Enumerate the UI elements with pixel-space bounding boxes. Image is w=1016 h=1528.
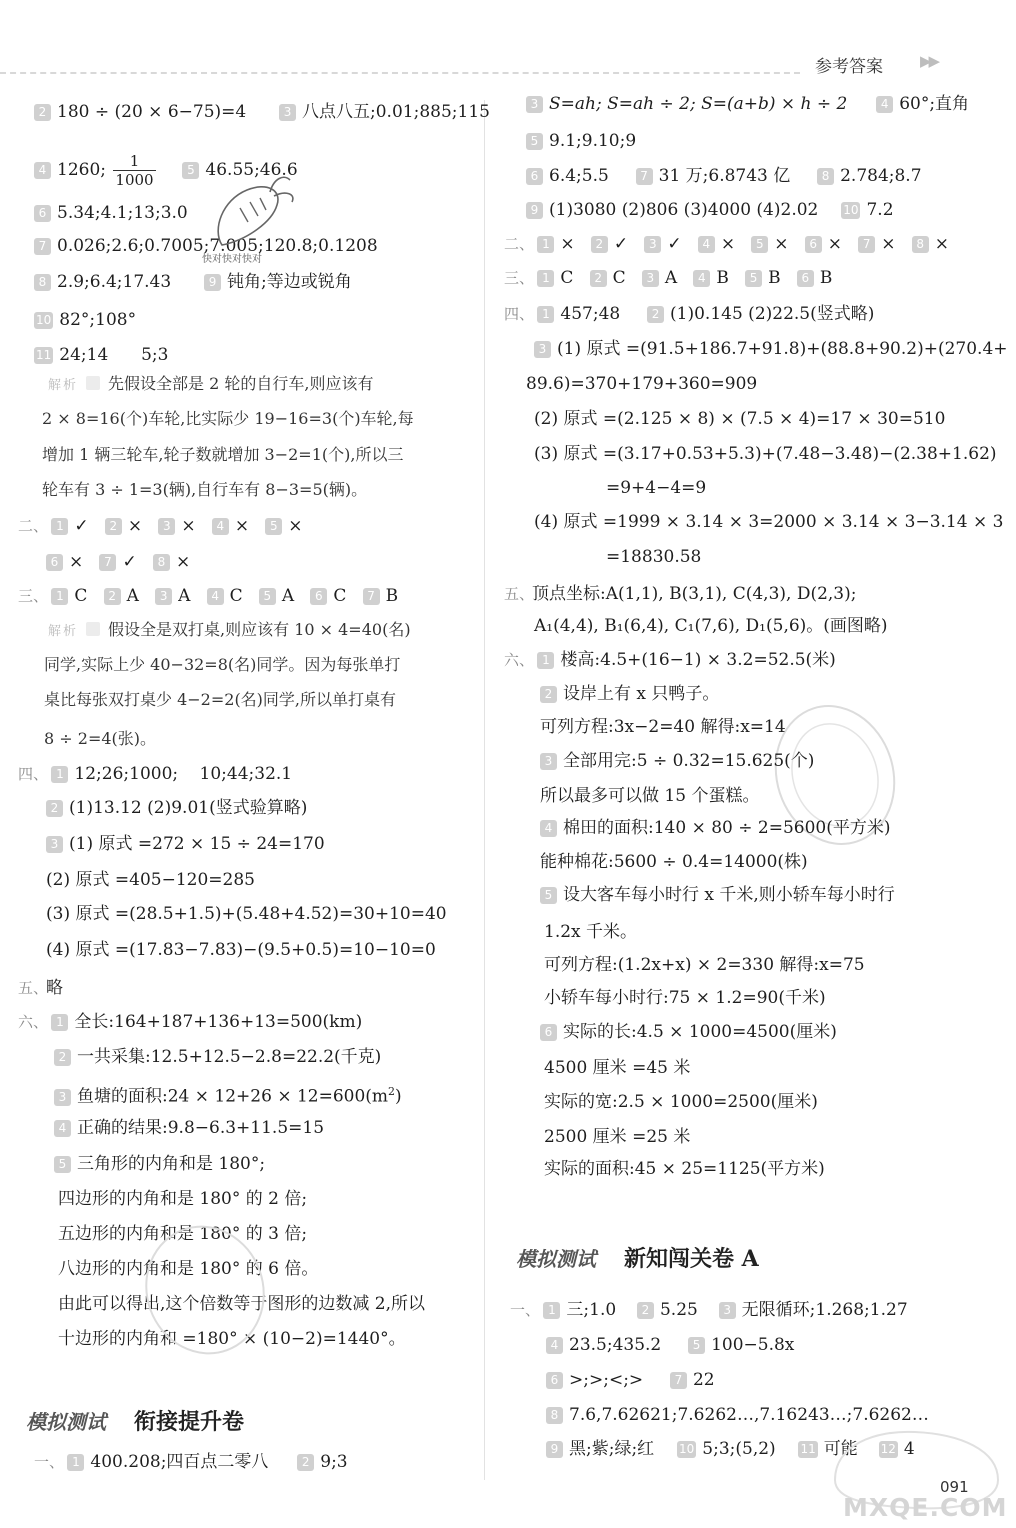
answer-text: 7.2 — [866, 200, 894, 220]
item-number: 3 — [155, 588, 172, 605]
answer-line — [46, 796, 307, 820]
watermark-text: MXQE.COM — [843, 1493, 1008, 1522]
answer-line — [526, 92, 969, 116]
item-number: 4 — [540, 820, 557, 837]
item-number: 1 — [537, 236, 554, 253]
answer-text: 设岸上有 x 只鸭子。 — [563, 684, 720, 704]
item-number: 2 — [54, 1049, 71, 1066]
answer-text: (1)3080 (2)806 (3)4000 (4)2.02 — [549, 200, 819, 220]
answer-text: 实际的面积:45 × 25=1125(平方米) — [544, 1159, 825, 1179]
answer-mark: ✓ — [667, 234, 682, 254]
answer-text: 可能 — [823, 1439, 858, 1459]
fraction — [113, 152, 155, 189]
item-number: 8 — [153, 554, 170, 571]
answer-choice: C — [612, 268, 626, 288]
answer-line — [526, 198, 894, 222]
item-number: 2 — [591, 236, 608, 253]
answer-text: 所以最多可以做 15 个蛋糕。 — [540, 786, 760, 806]
answer-text: 楼高:4.5+(16−1) × 3.2=52.5(米) — [560, 650, 836, 670]
section-six — [18, 1010, 362, 1034]
answer-mark: × — [881, 234, 896, 254]
answer-line — [540, 816, 891, 840]
header-rule — [0, 72, 800, 74]
item-number: 7 — [670, 1372, 687, 1389]
answer-mark: ✓ — [122, 552, 137, 572]
answer-text: 180 ÷ (20 × 6−75)=4 — [57, 102, 247, 122]
section-label: 四、 — [18, 765, 49, 783]
watermark-stamp-icon — [140, 1220, 270, 1360]
section-label: 四、 — [504, 305, 535, 323]
answer-line — [54, 1116, 324, 1140]
answer-text: 正确的结果:9.8−6.3+11.5=15 — [77, 1118, 325, 1138]
answer-text: 4500 厘米 =45 米 — [544, 1058, 691, 1078]
explanation-text: 桌比每张双打桌少 4−2=2(名)同学,所以单打桌有 — [44, 690, 397, 709]
answer-text: 1260; — [57, 160, 106, 180]
section-one — [34, 1450, 348, 1474]
item-number: 6 — [34, 205, 51, 222]
answer-choice: C — [229, 586, 243, 606]
section-two — [18, 514, 303, 538]
item-number: 2 — [104, 588, 121, 605]
item-number: 4 — [546, 1337, 563, 1354]
section-four — [18, 762, 292, 786]
answer-text: 由此可以得出,这个倍数等于图形的边数减 2,所以 — [58, 1294, 426, 1314]
item-number: 1 — [51, 1014, 68, 1031]
item-number: 10 — [679, 1442, 695, 1456]
item-number: 4 — [34, 162, 51, 179]
answer-text: (3) 原式 =(28.5+1.5)+(5.48+4.52)=30+10=40 — [46, 904, 447, 924]
item-number: 4 — [876, 96, 893, 113]
answer-text: 钝角;等边或锐角 — [227, 272, 352, 292]
item-number: 12 — [880, 1442, 896, 1456]
test-heading — [516, 1242, 759, 1273]
answer-text: 2500 厘米 =25 米 — [544, 1127, 691, 1147]
item-number: 6 — [310, 588, 327, 605]
answer-line — [546, 1368, 715, 1392]
answer-text: =9+4−4=9 — [606, 478, 707, 498]
explanation-line — [48, 372, 373, 398]
answer-line — [546, 1333, 794, 1357]
section-label: 三、 — [18, 587, 49, 605]
explanation-text: 先假设全部是 2 轮的自行车,则应该有 — [108, 374, 374, 393]
test-label: 模拟测试 — [26, 1410, 106, 1434]
item-number: 3 — [642, 270, 659, 287]
answer-text: 0.026;2.6;0.7005;7.005;120.8;0.1208 — [57, 236, 378, 256]
answer-text: 小轿车每小时行:75 × 1.2=90(千米) — [544, 988, 826, 1008]
item-number: 2 — [647, 306, 664, 323]
answer-text: 9.1;9.10;9 — [549, 131, 637, 151]
answer-text: 457;48 — [560, 304, 621, 324]
item-number: 4 — [693, 270, 710, 287]
answer-text: 5;3 — [141, 345, 169, 365]
answer-text: 八点八五;0.01;885;115 — [302, 102, 490, 122]
answer-text: (2) 原式 =(2.125 × 8) × (7.5 × 4)=17 × 30=510 — [534, 409, 946, 429]
answer-text: 400.208;四百点二零八 — [90, 1452, 269, 1472]
section-three — [504, 266, 832, 290]
item-number: 1 — [51, 588, 68, 605]
section-five — [18, 976, 63, 1000]
item-number: 3 — [526, 96, 543, 113]
fraction-numerator: 1 — [113, 152, 155, 171]
explanation-text: 增加 1 辆三轮车,轮子数就增加 3−2=1(个),所以三 — [42, 445, 404, 464]
answer-line — [34, 201, 188, 225]
explanation-label: 解析 — [48, 624, 79, 639]
answer-text: 31 万;6.8743 亿 — [658, 166, 791, 186]
item-number: 6 — [805, 236, 822, 253]
item-number: 9 — [526, 202, 543, 219]
item-number: 7 — [99, 554, 116, 571]
answer-text: 46.55;46.6 — [205, 160, 298, 180]
answer-mark: × — [720, 234, 736, 254]
answer-line — [54, 1152, 265, 1176]
item-number: 5 — [182, 162, 199, 179]
answer-text: 黑;紫;绿;红 — [569, 1439, 655, 1459]
answer-text: 实际的长:4.5 × 1000=4500(厘米) — [563, 1022, 837, 1042]
answer-mark: × — [827, 234, 842, 254]
test-label: 模拟测试 — [516, 1247, 596, 1271]
answer-line — [34, 308, 136, 332]
item-number: 5 — [540, 887, 557, 904]
item-number: 6 — [46, 554, 63, 571]
answer-text: 一共采集:12.5+12.5−2.8=22.2(千克) — [77, 1047, 382, 1067]
answer-text: 1.2x 千米。 — [544, 922, 638, 942]
item-number: 2 — [34, 104, 51, 121]
answer-text: (1) 原式 =(91.5+186.7+91.8)+(88.8+90.2)+(270.4+ — [557, 339, 1008, 359]
item-number: 3 — [534, 341, 551, 358]
item-number: 7 — [363, 588, 380, 605]
answer-text: 十边形的内角和 =180° × (10−2)=1440°。 — [58, 1329, 406, 1349]
superscript: 2 — [388, 1085, 396, 1098]
answer-text: 设大客车每小时行 x 千米,则小轿车每小时行 — [563, 885, 895, 905]
item-number: 3 — [46, 836, 63, 853]
answer-text: 三;1.0 — [566, 1300, 617, 1320]
item-number: 9 — [546, 1441, 563, 1458]
item-number: 3 — [158, 518, 175, 535]
item-number: 11 — [800, 1442, 816, 1456]
answer-text: ) — [395, 1086, 402, 1107]
answer-text: 实际的宽:2.5 × 1000=2500(厘米) — [544, 1092, 818, 1112]
item-number: 7 — [34, 238, 51, 255]
test-heading — [26, 1405, 244, 1436]
section-one — [510, 1298, 908, 1322]
answer-text: 10;44;32.1 — [199, 764, 293, 784]
explanation-text: 同学,实际上少 40−32=8(名)同学。因为每张单打 — [44, 655, 401, 674]
section-label: 六、 — [504, 651, 535, 669]
item-number: 3 — [719, 1302, 736, 1319]
answer-text: 2.9;6.4;17.43 — [57, 272, 172, 292]
item-number: 5 — [526, 133, 543, 150]
item-number: 6 — [526, 168, 543, 185]
section-label: 二、 — [504, 235, 535, 253]
item-number: 6 — [546, 1372, 563, 1389]
page-number: 091 — [940, 1478, 969, 1496]
item-number: 3 — [279, 104, 296, 121]
answer-line — [526, 164, 922, 188]
answer-text: S=ah; S=ah ÷ 2; S=(a+b) × h ÷ 2 — [549, 94, 848, 114]
explanation-label: 解析 — [48, 378, 79, 393]
section-four — [504, 302, 874, 326]
item-number: 6 — [540, 1024, 557, 1041]
answer-text: 略 — [46, 978, 63, 998]
item-number: 6 — [797, 270, 814, 287]
answer-text: (3) 原式 =(3.17+0.53+5.3)+(7.48−3.48)−(2.38+1.62) — [534, 444, 997, 464]
answer-text: (1)13.12 (2)9.01(竖式验算略) — [69, 798, 308, 818]
answer-text: 2.784;8.7 — [840, 166, 922, 186]
answer-text: 三角形的内角和是 180°; — [77, 1154, 266, 1174]
item-number: 2 — [590, 270, 607, 287]
answer-line — [526, 129, 636, 153]
item-number: 8 — [546, 1407, 563, 1424]
answer-mark: × — [934, 234, 949, 254]
answer-line — [34, 270, 352, 294]
answer-mark: × — [288, 516, 303, 536]
answer-text: (1)0.145 (2)22.5(竖式略) — [670, 304, 875, 324]
answer-text: 能种棉花:5600 ÷ 0.4=14000(株) — [540, 852, 808, 872]
answer-text: A₁(4,4), B₁(6,4), C₁(7,6), D₁(5,6)。(画图略) — [534, 616, 888, 636]
item-number: 4 — [698, 236, 715, 253]
item-number: 2 — [637, 1302, 654, 1319]
item-number: 2 — [46, 800, 63, 817]
item-number: 3 — [644, 236, 661, 253]
answer-text: 82°;108° — [59, 310, 137, 330]
answer-mark: × — [69, 552, 84, 572]
item-number: 10 — [36, 313, 52, 327]
item-number: 1 — [67, 1454, 84, 1471]
answer-text: 五边形的内角和是 180° 的 3 倍; — [58, 1224, 308, 1244]
answer-choice: A — [664, 268, 678, 288]
column-divider — [484, 100, 485, 1480]
answer-mark: × — [774, 234, 789, 254]
answer-mark: × — [181, 516, 196, 536]
answer-text: 四边形的内角和是 180° 的 2 倍; — [58, 1189, 308, 1209]
answer-text: 鱼塘的面积:24 × 12+26 × 12=600(m — [77, 1086, 389, 1107]
answer-line — [540, 682, 719, 706]
section-three — [18, 584, 398, 608]
section-label: 一、 — [510, 1301, 541, 1319]
item-number: 1 — [537, 306, 554, 323]
section-two-row2 — [46, 550, 190, 574]
item-number: 7 — [636, 168, 653, 185]
item-number: 3 — [540, 753, 557, 770]
item-number: 1 — [537, 270, 554, 287]
answer-text: 无限循环;1.268;1.27 — [741, 1300, 908, 1320]
answer-text: 100−5.8x — [711, 1335, 795, 1355]
item-number: 3 — [54, 1089, 71, 1106]
section-label: 二、 — [18, 517, 49, 535]
answer-line — [54, 1045, 381, 1069]
answer-line — [34, 343, 168, 367]
answer-text: 22 — [692, 1370, 715, 1390]
answer-text: 5;3;(5,2) — [702, 1439, 776, 1459]
item-number: 1 — [543, 1302, 560, 1319]
item-number: 1 — [537, 652, 554, 669]
item-number: 11 — [36, 348, 52, 362]
item-number: 5 — [265, 518, 282, 535]
answer-text: 89.6)=370+179+360=909 — [526, 374, 758, 394]
answer-line — [540, 883, 895, 907]
answer-text: =18830.58 — [606, 547, 702, 567]
item-number: 2 — [297, 1454, 314, 1471]
carrot-stamp-icon — [192, 160, 302, 260]
answer-mark: × — [127, 516, 143, 536]
answer-text: 顶点坐标:A(1,1), B(3,1), C(4,3), D(2,3); — [532, 584, 857, 604]
answer-text: (2) 原式 =405−120=285 — [46, 870, 255, 890]
test-title: 衔接提升卷 — [134, 1409, 245, 1435]
answer-text: 60°;直角 — [899, 94, 970, 114]
answer-choice: A — [126, 586, 139, 606]
answer-choice: C — [333, 586, 347, 606]
answer-line — [34, 100, 490, 124]
section-label: 五、 — [18, 979, 49, 997]
item-number: 5 — [688, 1337, 705, 1354]
answer-choice: B — [716, 268, 729, 288]
item-number: 4 — [207, 588, 224, 605]
explanation-icon — [86, 376, 100, 390]
test-title: 新知闯关卷 A — [624, 1246, 759, 1272]
item-number: 5 — [745, 270, 762, 287]
answer-text: 7.6,7.62621;7.6262…,7.16243…;7.6262… — [569, 1405, 929, 1425]
answer-text: 5.34;4.1;13;3.0 — [57, 203, 188, 223]
section-two — [504, 232, 949, 256]
section-label: 六、 — [18, 1013, 49, 1031]
answer-line — [54, 1080, 402, 1109]
header-arrows-icon: ▶▶ — [920, 52, 938, 70]
item-number: 5 — [259, 588, 276, 605]
answer-choice: B — [768, 268, 781, 288]
answer-text: 24;14 — [59, 345, 109, 365]
answer-text: 八边形的内角和是 180° 的 6 倍。 — [58, 1259, 319, 1279]
item-number: 1 — [51, 518, 68, 535]
fraction-denominator: 1000 — [115, 171, 154, 189]
answer-line — [540, 1020, 837, 1044]
answer-text: 9;3 — [320, 1452, 348, 1472]
explanation-icon — [86, 622, 100, 636]
answer-text: 可列方程:3x−2=40 解得:x=14 — [540, 717, 786, 737]
answer-mark: × — [175, 552, 191, 572]
answer-mark: ✓ — [74, 516, 89, 536]
answer-choice: A — [178, 586, 191, 606]
answer-choice: B — [385, 586, 399, 606]
stamp-note: 快对快对快对 — [202, 254, 262, 265]
answer-text: (4) 原式 =1999 × 3.14 × 3=2000 × 3.14 × 3−3.14 × 3 — [534, 512, 1004, 532]
item-number: 1 — [51, 766, 68, 783]
item-number: 5 — [751, 236, 768, 253]
section-six — [504, 648, 836, 672]
explanation-text: 2 × 8=16(个)车轮,比实际少 19−16=3(个)车轮,每 — [42, 409, 414, 428]
item-number: 8 — [34, 274, 51, 291]
answer-text: 棉田的面积:140 × 80 ÷ 2=5600(平方米) — [563, 818, 891, 838]
item-number: 8 — [912, 236, 929, 253]
answer-text: (4) 原式 =(17.83−7.83)−(9.5+0.5)=10−10=0 — [46, 940, 436, 960]
answer-choice: C — [560, 268, 574, 288]
item-number: 10 — [843, 203, 859, 217]
answer-text: 全部用完:5 ÷ 0.32=15.625(个) — [563, 751, 815, 771]
answer-text: 23.5;435.2 — [569, 1335, 662, 1355]
answer-line — [46, 832, 325, 856]
explanation-line — [48, 618, 411, 644]
answer-text: (1) 原式 =272 × 15 ÷ 24=170 — [69, 834, 325, 854]
item-number: 9 — [204, 274, 221, 291]
item-number: 4 — [54, 1120, 71, 1137]
explanation-text: 假设全是双打桌,则应该有 10 × 4=40(名) — [108, 620, 411, 639]
section-label: 五、 — [504, 585, 535, 603]
item-number: 2 — [105, 518, 122, 535]
answer-text: 12;26;1000; — [74, 764, 179, 784]
answer-text: 5.25 — [659, 1300, 698, 1320]
answer-choice: C — [74, 586, 88, 606]
item-number: 4 — [212, 518, 229, 535]
answer-text: >;>;<;> — [569, 1370, 644, 1390]
answer-choice: B — [819, 268, 833, 288]
header-title: 参考答案 — [815, 57, 883, 77]
item-number: 8 — [817, 168, 834, 185]
answer-mark: ✓ — [613, 234, 629, 254]
answer-text: 可列方程:(1.2x+x) × 2=330 解得:x=75 — [544, 955, 865, 975]
answer-text: 4 — [903, 1439, 915, 1459]
answer-line — [534, 337, 1008, 361]
section-five — [504, 582, 857, 606]
section-label: 一、 — [34, 1453, 65, 1471]
answer-line — [540, 749, 814, 773]
explanation-text: 8 ÷ 2=4(张)。 — [44, 729, 157, 748]
explanation-text: 轮车有 3 ÷ 1=3(辆),自行车有 8−3=5(辆)。 — [42, 480, 368, 499]
item-number: 5 — [54, 1156, 71, 1173]
item-number: 7 — [858, 236, 875, 253]
item-number: 2 — [540, 686, 557, 703]
answer-mark: × — [234, 516, 250, 536]
answer-mark: × — [560, 234, 575, 254]
answer-choice: A — [281, 586, 295, 606]
section-label: 三、 — [504, 269, 535, 287]
answer-text: 6.4;5.5 — [549, 166, 609, 186]
answer-text: 全长:164+187+136+13=500(km) — [74, 1012, 363, 1032]
